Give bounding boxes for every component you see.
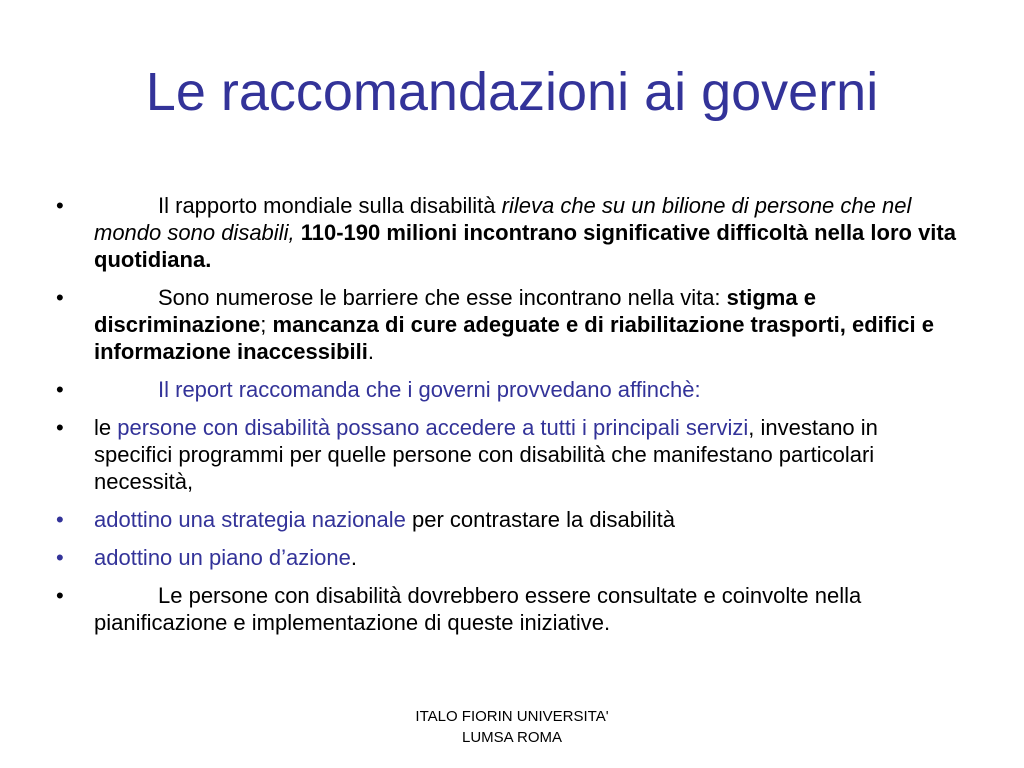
bullet-text: Sono numerose le barriere che esse incontrano nella vita: bbox=[158, 285, 727, 310]
bullet-icon: • bbox=[56, 285, 64, 310]
bullet-text: , investano in specifici programmi per quelle persone con disabilità che manifestano particolari necessità, bbox=[94, 415, 878, 494]
bullet-item-report-recommends bbox=[52, 376, 962, 403]
bullet-icon: • bbox=[56, 583, 64, 608]
bullet-icon: • bbox=[56, 377, 64, 402]
slide-footer bbox=[370, 706, 654, 748]
bullet-text-highlight: persone con disabilità possano accedere a tutti i principali servizi bbox=[117, 415, 749, 440]
slide-content bbox=[52, 192, 962, 647]
bullet-text: ; bbox=[260, 312, 273, 337]
bullet-text-italic: rileva che su un bilione di persone che nel mondo sono disabili, bbox=[94, 193, 912, 245]
bullet-item-action-plan bbox=[52, 544, 962, 571]
bullet-text-bold: stigma e discriminazione bbox=[94, 285, 816, 337]
bullet-item-national-strategy bbox=[52, 506, 962, 533]
bullet-text: Il rapporto mondiale sulla disabilità bbox=[158, 193, 502, 218]
bullet-text-bold: mancanza di cure adeguate e di riabilitazione trasporti, edifici e informazione inaccessibili bbox=[94, 312, 934, 364]
bullet-item-barriers bbox=[52, 284, 962, 365]
bullet-text-highlight: adottino un piano d’azione bbox=[94, 545, 351, 570]
footer-line-institution: LUMSA ROMA bbox=[461, 729, 563, 746]
bullet-text: . bbox=[350, 545, 358, 570]
bullet-text: Le persone con disabilità dovrebbero essere consultate e coinvolte nella pianificazione e implementazione di queste iniziative. bbox=[94, 583, 862, 635]
bullet-text-bold: 110-190 milioni incontrano significative difficoltà nella loro vita quotidiana. bbox=[94, 220, 956, 272]
bullet-icon: • bbox=[56, 193, 64, 218]
bullet-item-world-report bbox=[52, 192, 962, 273]
bullet-item-access-services bbox=[52, 414, 962, 495]
bullet-text: per contrastare la disabilità bbox=[405, 507, 675, 532]
bullet-text: . bbox=[367, 339, 374, 364]
bullet-icon: • bbox=[56, 507, 64, 532]
bullet-text: le bbox=[94, 415, 118, 440]
bullet-icon: • bbox=[56, 415, 64, 440]
bullet-text-highlight: Il report raccomanda che i governi provvedano affinchè: bbox=[158, 377, 701, 402]
bullet-text-highlight: adottino una strategia nazionale bbox=[94, 507, 406, 532]
footer-line-author: ITALO FIORIN UNIVERSITA' bbox=[415, 708, 609, 725]
bullet-icon: • bbox=[56, 545, 64, 570]
bullet-item-consultation bbox=[52, 582, 962, 636]
slide-title: Le raccomandazioni ai governi bbox=[145, 62, 879, 122]
